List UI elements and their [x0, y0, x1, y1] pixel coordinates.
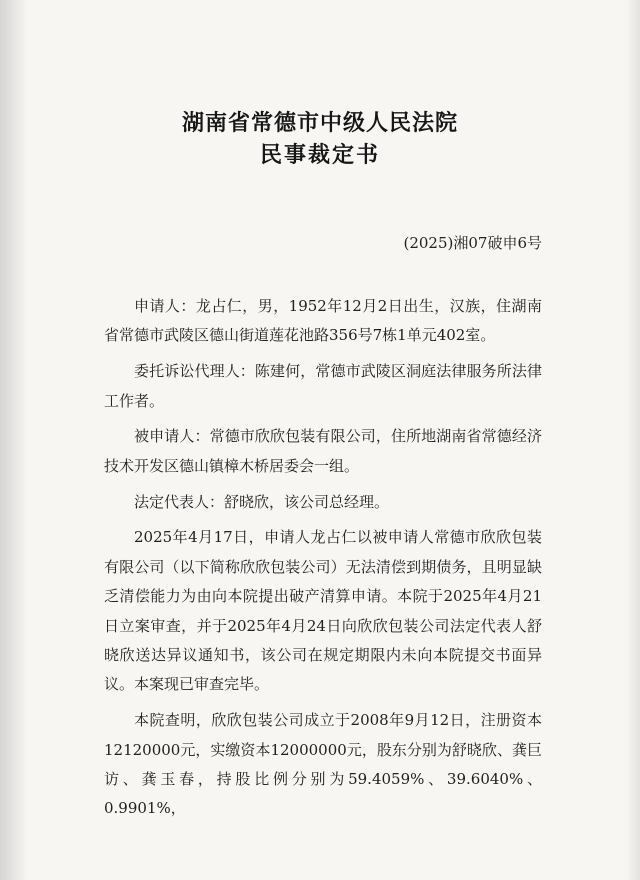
paragraph-respondent: 被申请人：常德市欣欣包装有限公司，住所地湖南省常德经济技术开发区德山镇樟木桥居委会一组。: [104, 427, 542, 475]
document-type-title: 民事裁定书: [259, 142, 380, 168]
paragraph-legal-representative: 法定代表人：舒晓欣，该公司总经理。: [134, 492, 390, 511]
document-body: [104, 292, 542, 830]
paragraph-applicant: 申请人：龙占仁，男，1952年12月2日出生，汉族，住湖南省常德市武陵区德山街道莲花池路356号7栋1单元402室。: [104, 297, 542, 345]
paragraph-agent: 委托诉讼代理人：陈建何，常德市武陵区洞庭法律服务所法律工作者。: [104, 362, 542, 410]
court-name: 湖南省常德市中级人民法院: [181, 110, 458, 136]
paragraph-case-background: 2025年4月17日，申请人龙占仁以被申请人常德市欣欣包装有限公司（以下简称欣欣包装公司）无法清偿到期债务，且明显缺乏清偿能力为由向本院提出破产清算申请。本院于2025年4月21日立案审查，并于2025年4月24日向欣欣包装公司法定代表人舒晓欣送达异议通知书，该公司在规定期限内未向本院提交书面异议。本案现已审查完毕。: [104, 528, 542, 694]
paragraph-findings: 本院查明，欣欣包装公司成立于2008年9月12日，注册资本12120000元，实缴资本12000000元，股东分别为舒晓欣、龚巨访、龚玉春，持股比例分别为59.4059%、39.6040%、0.9901%，: [104, 711, 542, 818]
case-number: (2025)湘07破申6号: [403, 234, 542, 252]
